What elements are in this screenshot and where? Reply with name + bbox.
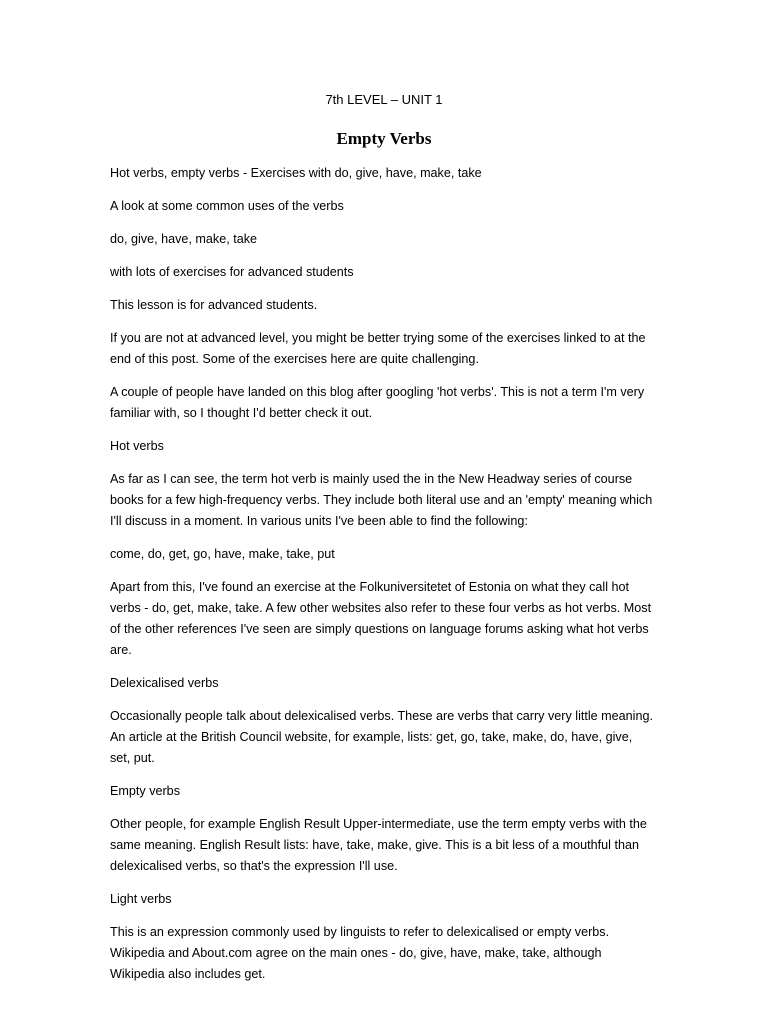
paragraph-not-advanced: If you are not at advanced level, you might be better trying some of the exercises linked to at the end of this post. Some of the exercises here are quite challenging. [110,331,646,366]
paragraph-level: This lesson is for advanced students. [110,298,318,312]
document-title: Empty Verbs [336,129,432,148]
paragraph-googling: A couple of people have landed on this blog after googling 'hot verbs'. This is not a term I'm very familiar with, so I thought I'd better check it out. [110,385,645,420]
paragraph-look: A look at some common uses of the verbs [110,199,344,213]
section-heading-delexicalised: Delexicalised verbs [110,676,219,690]
paragraph-estonia: Apart from this, I've found an exercise at the Folkuniversitetet of Estonia on what they call hot verbs - do, get, make, take. A few other websites also refer to these four verbs as hot verbs. Most of the other references I've seen are simply questions on language forums asking what hot verbs are. [110,580,652,657]
paragraph-delexicalised: Occasionally people talk about delexicalised verbs. These are verbs that carry very little meaning. An article at the British Council website, for example, lists: get, go, take, make, do, have, give, set, put. [110,709,653,765]
unit-heading: 7th LEVEL – UNIT 1 [325,92,443,107]
paragraph-hot-verbs: As far as I can see, the term hot verb is mainly used the in the New Headway series of course books for a few high-frequency verbs. They include both literal use and an 'empty' meaning which I'll discuss in a moment. In various units I've been able to find the following: [110,472,653,528]
paragraph-hot-verb-list: come, do, get, go, have, make, take, put [110,547,335,561]
paragraph-verb-list: do, give, have, make, take [110,232,258,246]
paragraph-intro: Hot verbs, empty verbs - Exercises with do, give, have, make, take [110,166,482,180]
document-body [110,163,655,997]
paragraph-light-verbs: This is an expression commonly used by linguists to refer to delexicalised or empty verbs. Wikipedia and About.com agree on the main ones - do, give, have, make, take, although Wikipedia also includes get. [110,925,610,981]
paragraph-empty-verbs: Other people, for example English Result Upper-intermediate, use the term empty verbs with the same meaning. English Result lists: have, take, make, give. This is a bit less of a mouthful than delexicalised verbs, so that's the expression I'll use. [110,817,647,873]
section-heading-empty-verbs: Empty verbs [110,784,180,798]
section-heading-light-verbs: Light verbs [110,892,172,906]
paragraph-exercises: with lots of exercises for advanced students [110,265,354,279]
section-heading-hot-verbs: Hot verbs [110,439,164,453]
